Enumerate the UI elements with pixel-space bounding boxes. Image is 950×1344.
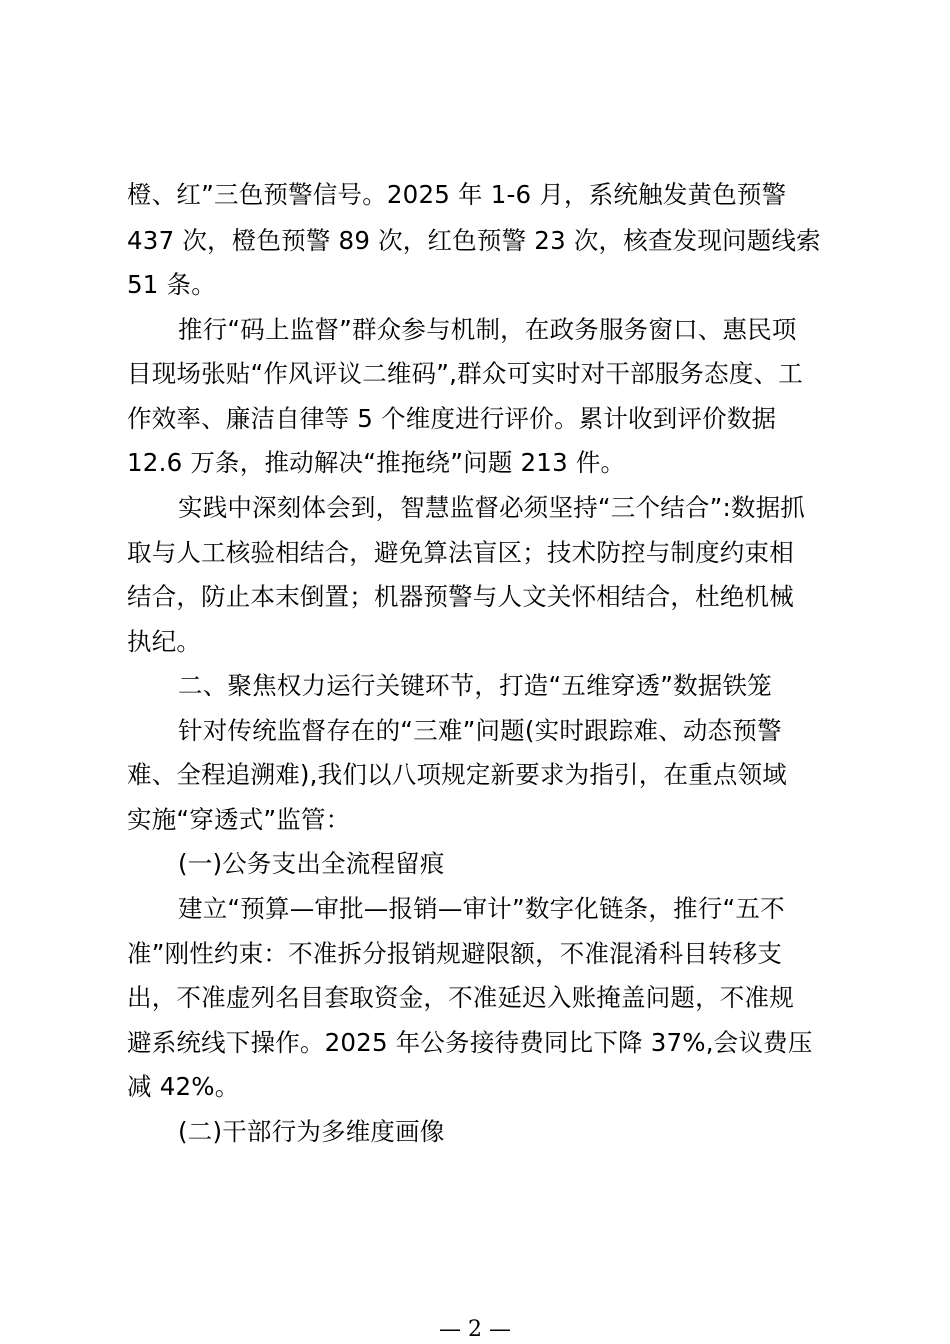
subsection-heading: (二)干部行为多维度画像 — [178, 1117, 445, 1146]
paragraph-line: 难、全程追溯难),我们以八项规定新要求为指引，在重点领域 — [127, 760, 787, 789]
paragraph-line: 51 条。 — [127, 270, 216, 299]
paragraph-line: 减 42%。 — [127, 1072, 240, 1101]
paragraph-line: 437 次，橙色预警 89 次，红色预警 23 次，核查发现问题线索 — [127, 226, 821, 255]
paragraph-line: 执纪。 — [127, 627, 202, 656]
paragraph-line: 准”刚性约束：不准拆分报销规避限额，不准混淆科目转移支 — [127, 939, 783, 968]
paragraph-line: 建立“预算—审批—报销—审计”数字化链条，推行“五不 — [178, 894, 785, 923]
paragraph-line: 目现场张贴“作风评议二维码”,群众可实时对干部服务态度、工 — [127, 359, 803, 388]
paragraph-line: 避系统线下操作。2025 年公务接待费同比下降 37%,会议费压 — [127, 1028, 813, 1057]
paragraph-line: 实施“穿透式”监管： — [127, 805, 351, 834]
paragraph-line: 出，不准虚列名目套取资金，不准延迟入账掩盖问题，不准规 — [127, 983, 794, 1012]
paragraph-line: 针对传统监督存在的“三难”问题(实时跟踪难、动态预警 — [178, 716, 782, 745]
paragraph-line: 实践中深刻体会到，智慧监督必须坚持“三个结合”:数据抓 — [178, 493, 806, 522]
paragraph-line: 推行“码上监督”群众参与机制，在政务服务窗口、惠民项 — [178, 315, 797, 344]
paragraph-line: 结合，防止本末倒置；机器预警与人文关怀相结合，杜绝机械 — [127, 582, 794, 611]
subsection-heading: (一)公务支出全流程留痕 — [178, 849, 445, 878]
paragraph-line: 12.6 万条，推动解决“推拖绕”问题 213 件。 — [127, 448, 626, 477]
section-heading: 二、聚焦权力运行关键环节，打造“五维穿透”数据铁笼 — [178, 671, 772, 700]
paragraph-line: 取与人工核验相结合，避免算法盲区；技术防控与制度约束相 — [127, 538, 794, 567]
paragraph-line: 橙、红”三色预警信号。2025 年 1-6 月，系统触发黄色预警 — [127, 180, 787, 209]
paragraph-line: 作效率、廉洁自律等 5 个维度进行评价。累计收到评价数据 — [127, 404, 777, 433]
page-number: — 2 — — [439, 1317, 511, 1342]
